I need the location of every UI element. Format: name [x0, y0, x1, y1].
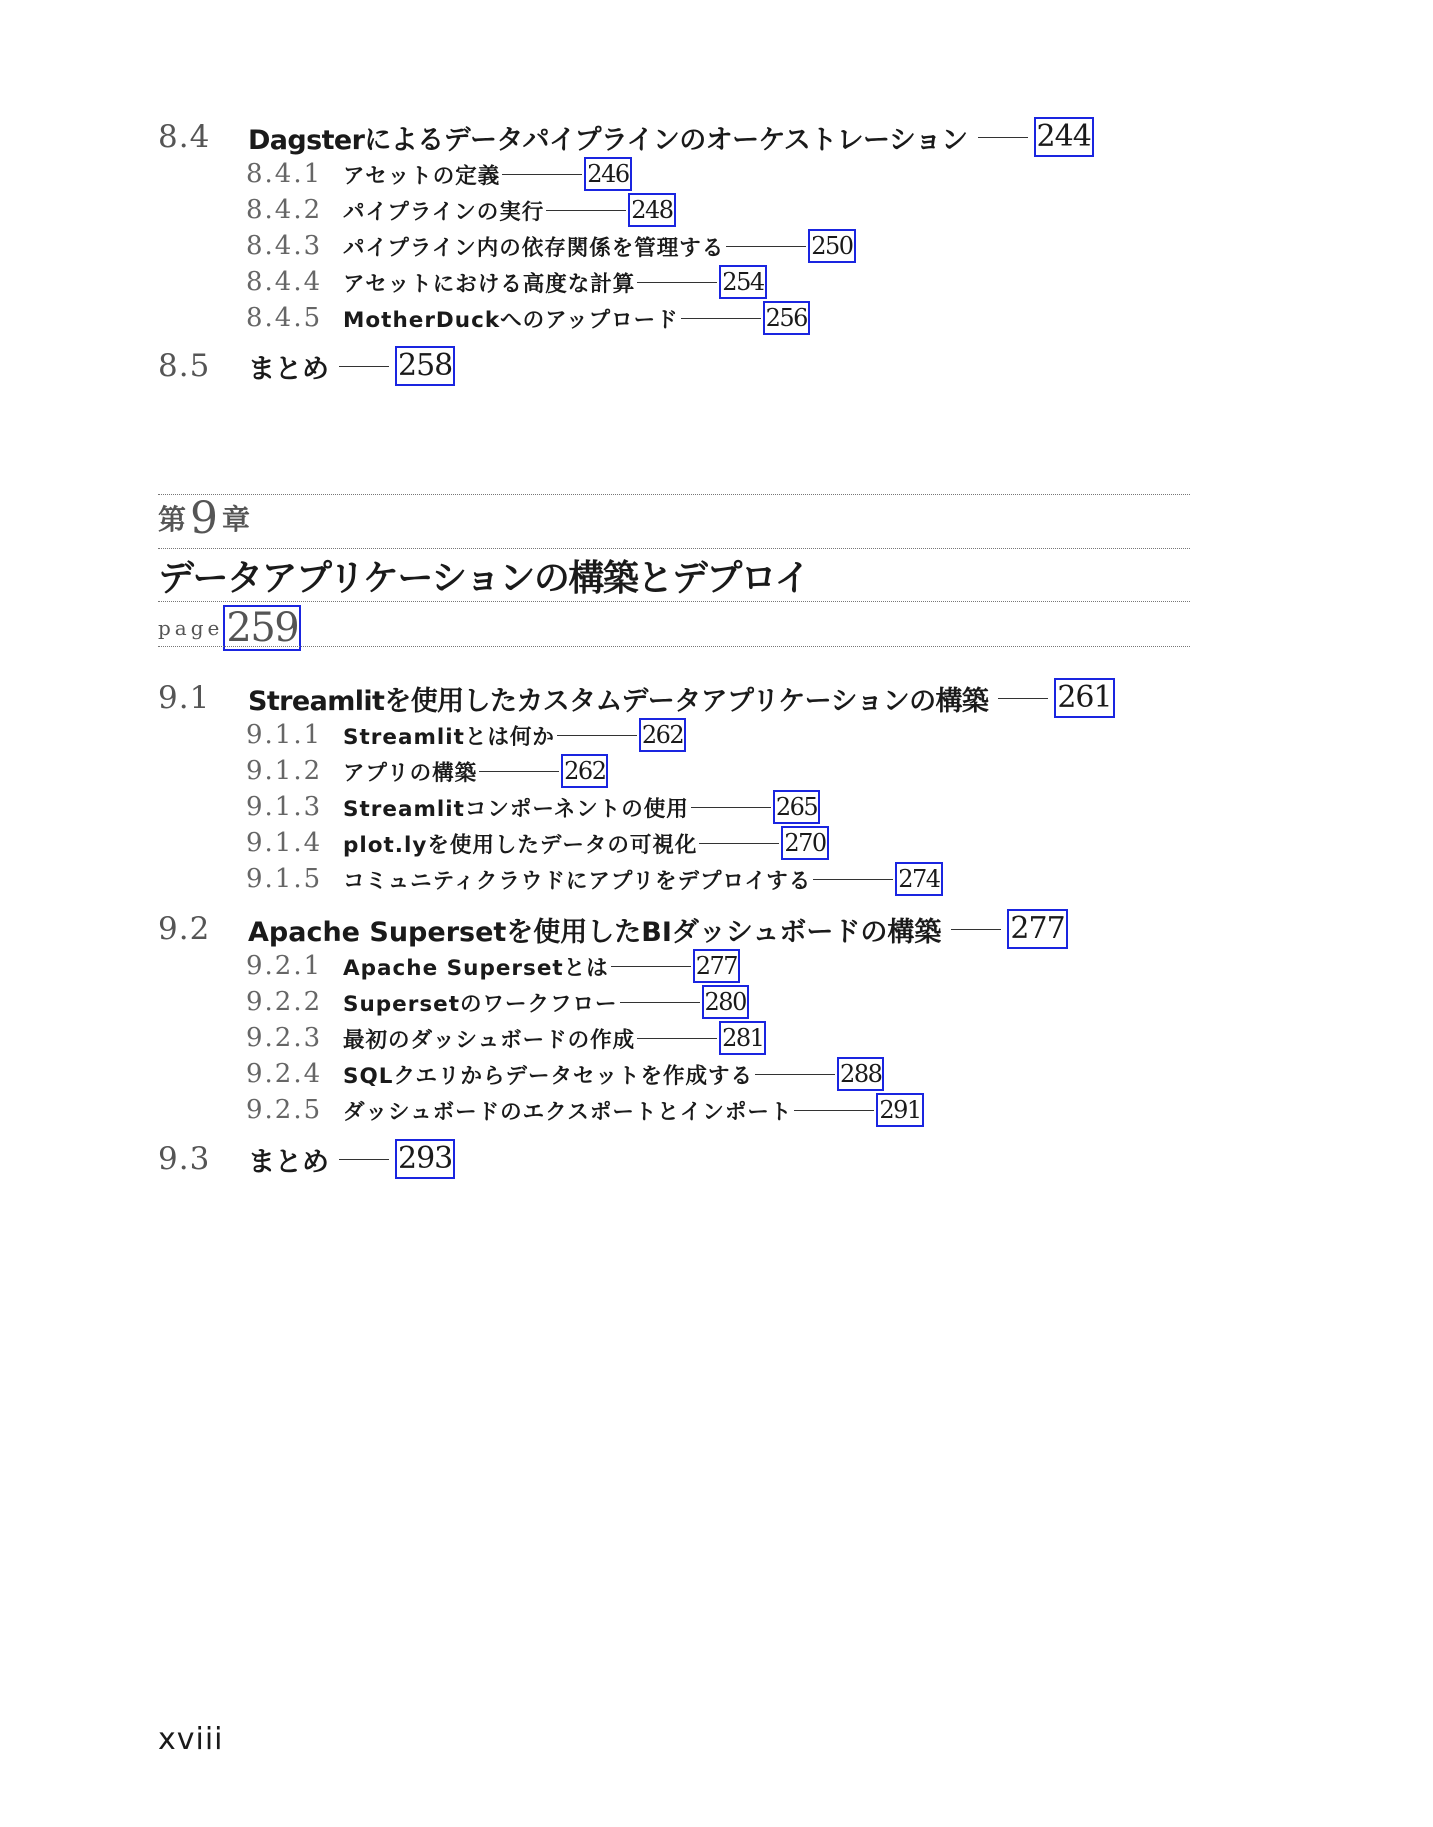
page-link[interactable]: 280 — [702, 985, 749, 1019]
subsection-number: 9.2.3 — [246, 1023, 323, 1053]
leader-line — [699, 843, 779, 844]
toc-subsection-8-4-2 — [246, 192, 676, 228]
toc-section-9-1 — [158, 675, 1115, 721]
leader-line — [339, 366, 389, 367]
leader-line — [557, 735, 637, 736]
leader-line — [951, 929, 1001, 930]
section-number: 8.5 — [158, 348, 211, 384]
toc-subsection-9-1-1 — [246, 717, 686, 753]
subsection-title: Streamlitとは何か — [343, 724, 555, 750]
page-link[interactable]: 262 — [639, 718, 686, 752]
page-link[interactable]: 270 — [781, 826, 828, 860]
leader-line — [479, 771, 559, 772]
chapter-number: 9 — [190, 492, 219, 544]
chapter-page — [158, 604, 301, 652]
leader-line — [978, 137, 1028, 138]
toc-section-9-3 — [158, 1136, 455, 1182]
page-link[interactable]: 250 — [808, 229, 855, 263]
page-link[interactable]: 281 — [719, 1021, 766, 1055]
subsection-number: 9.1.5 — [246, 864, 323, 894]
chapter-suffix: 章 — [222, 503, 251, 536]
leader-line — [637, 1038, 717, 1039]
subsection-number: 9.2.2 — [246, 987, 323, 1017]
toc-section-8-5 — [158, 343, 455, 389]
page-link[interactable]: 244 — [1034, 117, 1094, 157]
toc-subsection-8-4-1 — [246, 156, 632, 192]
subsection-number: 9.1.2 — [246, 756, 323, 786]
toc-subsection-9-2-1 — [246, 948, 740, 984]
toc-section-8-4 — [158, 114, 1094, 160]
leader-line — [794, 1110, 874, 1111]
section-number: 9.1 — [158, 680, 211, 716]
toc-subsection-9-1-2 — [246, 753, 608, 789]
page-link[interactable]: 246 — [584, 157, 631, 191]
subsection-title: アプリの構築 — [343, 760, 478, 786]
subsection-number: 9.2.5 — [246, 1095, 323, 1125]
subsection-title: コミュニティクラウドにアプリをデプロイする — [343, 868, 812, 894]
leader-line — [726, 246, 806, 247]
subsection-title: plot.lyを使用したデータの可視化 — [343, 832, 698, 858]
chapter-page-label: page — [158, 616, 224, 640]
page-link[interactable]: 259 — [223, 605, 301, 651]
toc-section-9-2 — [158, 906, 1068, 952]
page-link[interactable]: 256 — [763, 301, 810, 335]
page-link[interactable]: 293 — [395, 1139, 455, 1179]
subsection-number: 8.4.1 — [246, 159, 323, 189]
leader-line — [755, 1074, 835, 1075]
leader-line — [502, 174, 582, 175]
subsection-title: パイプライン内の依存関係を管理する — [343, 235, 725, 261]
subsection-number: 9.1.1 — [246, 720, 323, 750]
page-link[interactable]: 288 — [837, 1057, 884, 1091]
page-link[interactable]: 262 — [561, 754, 608, 788]
toc-subsection-9-2-3 — [246, 1020, 766, 1056]
dotted-rule — [158, 646, 1190, 647]
subsection-title: Apache Supersetとは — [343, 955, 609, 981]
subsection-title: 最初のダッシュボードの作成 — [343, 1027, 636, 1053]
chapter-label — [158, 494, 250, 542]
subsection-title: ダッシュボードのエクスポートとインポート — [343, 1099, 793, 1125]
subsection-number: 8.4.3 — [246, 231, 323, 261]
page-link[interactable]: 254 — [719, 265, 766, 299]
subsection-title: Streamlitコンポーネントの使用 — [343, 796, 689, 822]
section-title: Streamlitを使用したカスタムデータアプリケーションの構築 — [248, 685, 989, 717]
subsection-number: 8.4.2 — [246, 195, 323, 225]
page-link[interactable]: 261 — [1054, 678, 1114, 718]
section-title: Apache Supersetを使用したBIダッシュボードの構築 — [248, 916, 942, 948]
section-title: まとめ — [248, 353, 329, 385]
section-title: まとめ — [248, 1146, 329, 1178]
subsection-title: アセットの定義 — [343, 163, 501, 189]
page-link[interactable]: 277 — [693, 949, 740, 983]
subsection-title: アセットにおける高度な計算 — [343, 271, 636, 297]
chapter-title: データアプリケーションの構築とデプロイ — [158, 556, 809, 599]
leader-line — [611, 966, 691, 967]
subsection-title: SQLクエリからデータセットを作成する — [343, 1063, 754, 1089]
dotted-rule — [158, 494, 1190, 495]
chapter-prefix: 第 — [158, 503, 187, 536]
page-link[interactable]: 258 — [395, 346, 455, 386]
page-link[interactable]: 248 — [628, 193, 675, 227]
subsection-number: 8.4.5 — [246, 303, 323, 333]
section-number: 8.4 — [158, 119, 211, 155]
subsection-number: 8.4.4 — [246, 267, 323, 297]
subsection-number: 9.1.4 — [246, 828, 323, 858]
leader-line — [813, 879, 893, 880]
leader-line — [546, 210, 626, 211]
subsection-title: Supersetのワークフロー — [343, 991, 618, 1017]
toc-subsection-9-2-5 — [246, 1092, 924, 1128]
subsection-title: パイプラインの実行 — [343, 199, 545, 225]
page-link[interactable]: 265 — [773, 790, 820, 824]
leader-line — [998, 698, 1048, 699]
dotted-rule — [158, 601, 1190, 602]
subsection-title: MotherDuckへのアップロード — [343, 307, 679, 333]
subsection-number: 9.1.3 — [246, 792, 323, 822]
subsection-number: 9.2.1 — [246, 951, 323, 981]
page-link[interactable]: 274 — [895, 862, 942, 896]
toc-subsection-9-1-4 — [246, 825, 829, 861]
page-link[interactable]: 291 — [876, 1093, 923, 1127]
toc-subsection-9-2-4 — [246, 1056, 884, 1092]
section-number: 9.3 — [158, 1141, 211, 1177]
toc-subsection-9-1-3 — [246, 789, 820, 825]
toc-subsection-9-2-2 — [246, 984, 749, 1020]
toc-subsection-8-4-5 — [246, 300, 810, 336]
leader-line — [620, 1002, 700, 1003]
toc-subsection-8-4-3 — [246, 228, 856, 264]
subsection-number: 9.2.4 — [246, 1059, 323, 1089]
page-number-folio: xviii — [158, 1722, 224, 1757]
leader-line — [637, 282, 717, 283]
leader-line — [681, 318, 761, 319]
section-title: Dagsterによるデータパイプラインのオーケストレーション — [248, 124, 968, 156]
section-number: 9.2 — [158, 911, 211, 947]
toc-subsection-8-4-4 — [246, 264, 767, 300]
toc-subsection-9-1-5 — [246, 861, 943, 897]
page-link[interactable]: 277 — [1007, 909, 1067, 949]
leader-line — [691, 807, 771, 808]
leader-line — [339, 1159, 389, 1160]
